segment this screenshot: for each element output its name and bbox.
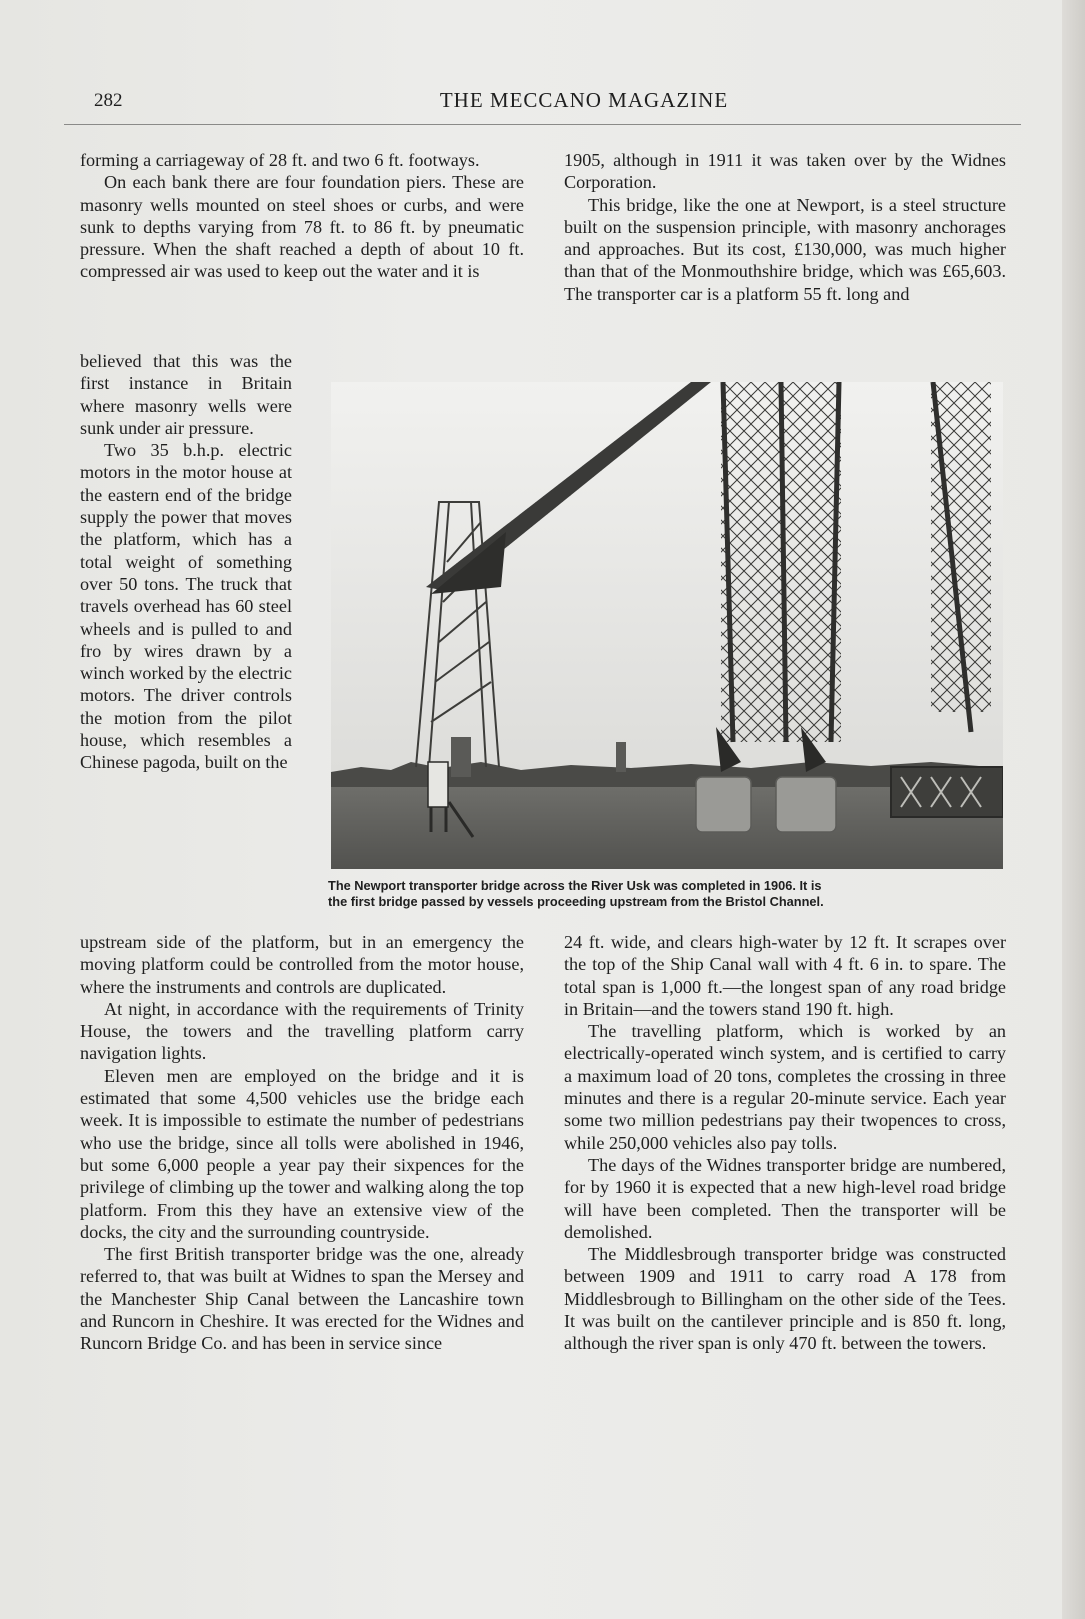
paragraph: The days of the Widnes transporter bridge are numbered, for by 1960 it is expected that a new high-level road bridge will have been completed. Then the transporter will be demolished. bbox=[564, 1154, 1006, 1242]
photo-caption bbox=[328, 878, 1010, 910]
paragraph: upstream side of the platform, but in an emergency the moving platform could be controlled from the motor house, where the instruments and controls are duplicated. bbox=[80, 932, 524, 997]
paragraph: The first British transporter bridge was the one, already referred to, that was built at Widnes to span the Mersey and the Manchester Ship Canal between the Lancashire town and Runcorn in Cheshire. It was erected for the Widnes and Runcorn Bridge Co. and has been in service since bbox=[80, 1244, 524, 1354]
edge-tower bbox=[931, 382, 991, 732]
paragraph: Eleven men are employed on the bridge and it is estimated that some 4,500 vehicles use the bridge each week. It is impossible to estimate the number of pedestrians who use the bridge, since all tolls were abolished in 1946, but some 6,000 people a year pay their sixpences for the privilege of climbing up the tower and walking along the top platform. From this they have an extensive view of the docks, the city and the surrounding countryside. bbox=[80, 1065, 524, 1242]
right-column-bottom bbox=[564, 931, 1006, 1355]
magazine-title: THE MECCANO MAGAZINE bbox=[439, 88, 729, 112]
caption-line: The Newport transporter bridge across the River Usk was completed in 1906. It is bbox=[328, 878, 822, 893]
paragraph: The Middlesbrough transporter bridge was constructed between 1909 and 1911 to carry road A 178 from Middlesbrough to Billingham on the other side of the Tees. It was built on the cantilever principle and is 850 ft. long, although the river span is only 470 ft. between the towers. bbox=[564, 1244, 1006, 1354]
paragraph: believed that this was the first instance in Britain where masonry wells were sunk under air pressure. bbox=[80, 351, 292, 438]
header-rule bbox=[64, 124, 1021, 125]
paragraph: The travelling platform, which is worked by an electrically-operated winch system, and is certified to carry a maximum load of 20 tons, completes the crossing in three minutes and there is a regular 20-minute service. Each year some two million pedestrians pay their twopences to cross, while 250,000 vehicles also pay tolls. bbox=[564, 1021, 1006, 1153]
caption-line: the first bridge passed by vessels proceeding upstream from the Bristol Channel. bbox=[328, 894, 824, 909]
right-column-top bbox=[564, 149, 1006, 305]
paragraph: Two 35 b.h.p. electric motors in the motor house at the eastern end of the bridge supply the power that moves the platform, which has a total weight of something over 50 tons. The truck that travels overhead has 60 steel wheels and is pulled to and fro by wires drawn by a winch worked by the electric motors. The driver controls the motion from the pilot house, which resembles a Chinese pagoda, built on the bbox=[80, 440, 292, 773]
page-edge-shadow bbox=[1062, 0, 1085, 1619]
page-number: 282 bbox=[94, 90, 123, 111]
transporter-bridge-photo bbox=[331, 382, 1003, 869]
paragraph: At night, in accordance with the requirements of Trinity House, the towers and the travelling platform carry navigation lights. bbox=[80, 998, 524, 1064]
left-column-narrow bbox=[80, 350, 292, 774]
paragraph: 24 ft. wide, and clears high-water by 12 ft. It scrapes over the top of the Ship Canal wall with 4 ft. 6 in. to spare. The total span is 1,000 ft.—the longest span of any road bridge in Britain—and the towers stand 190 ft. high. bbox=[564, 932, 1006, 1019]
left-column-top bbox=[80, 149, 524, 283]
paragraph: This bridge, like the one at Newport, is a steel structure built on the suspension principle, with masonry anchorages and approaches. But its cost, £130,000, was much higher than that of the Monmouthshire bridge, which was £65,603. The transporter car is a platform 55 ft. long and bbox=[564, 194, 1006, 304]
paragraph: On each bank there are four foundation piers. These are masonry wells mounted on steel shoes or curbs, and were sunk to depths varying from 78 ft. to 86 ft. by pneumatic pressure. When the shaft reached a depth of about 10 ft. compressed air was used to keep out the water and it is bbox=[80, 172, 524, 282]
near-tower bbox=[716, 382, 841, 772]
page-header bbox=[64, 86, 1021, 126]
railing bbox=[891, 767, 1003, 817]
paragraph: forming a carriageway of 28 ft. and two 6 ft. footways. bbox=[80, 150, 480, 170]
paragraph: 1905, although in 1911 it was taken over by the Widnes Corporation. bbox=[564, 150, 1006, 193]
left-column-bottom bbox=[80, 931, 524, 1355]
